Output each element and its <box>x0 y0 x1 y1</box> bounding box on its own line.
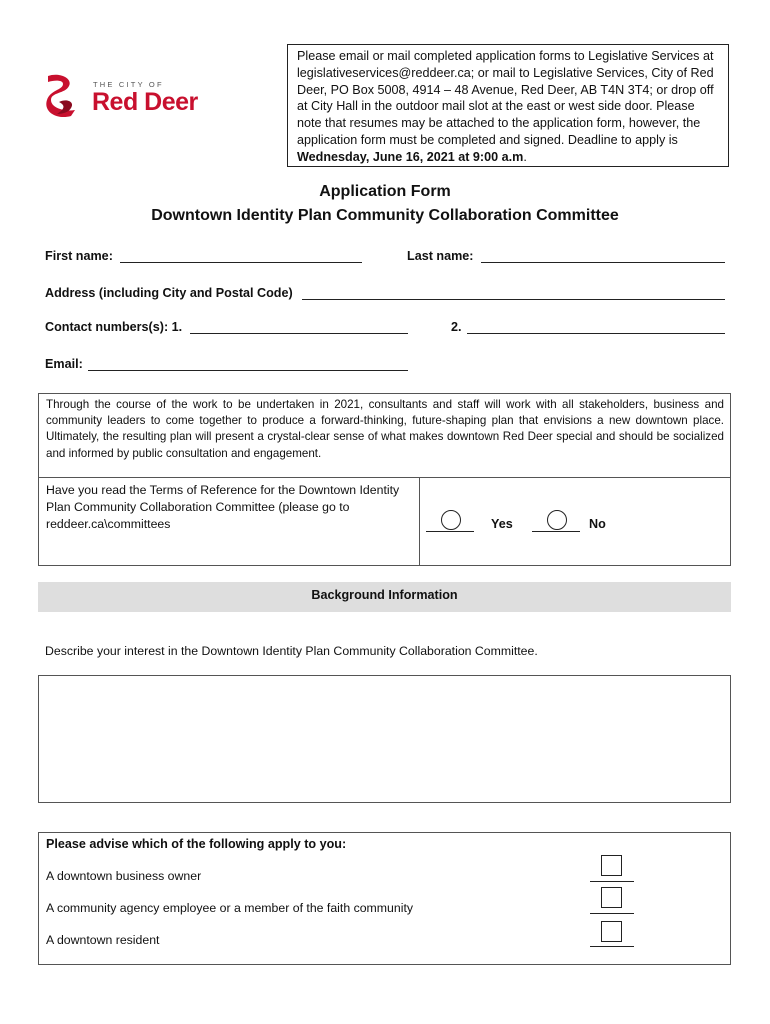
terms-divider <box>419 478 420 565</box>
yes-radio[interactable] <box>441 510 461 530</box>
first-name-label: First name: <box>45 249 113 263</box>
email-label: Email: <box>45 357 83 371</box>
notice-deadline: Wednesday, June 16, 2021 at 9:00 a.m <box>297 149 524 164</box>
checkbox-line <box>590 881 634 882</box>
background-heading-bar <box>38 582 731 612</box>
address-field[interactable] <box>302 299 725 300</box>
yes-line <box>426 531 474 532</box>
contact-field-2[interactable] <box>467 333 725 334</box>
contact-label: Contact numbers(s): 1. <box>45 320 183 334</box>
apply-option-label: A downtown resident <box>46 933 160 947</box>
apply-checkbox-agency-employee[interactable] <box>601 887 622 908</box>
no-label: No <box>589 517 606 531</box>
interest-prompt: Describe your interest in the Downtown Identity Plan Community Collaboration Committee. <box>45 644 538 658</box>
notice-end: . <box>523 149 527 164</box>
terms-box <box>38 477 731 566</box>
background-heading: Background Information <box>311 588 458 602</box>
checkbox-line <box>590 946 634 947</box>
yes-label: Yes <box>491 517 513 531</box>
logo-small-text: THE CITY OF <box>93 80 164 89</box>
checkbox-line <box>590 913 634 914</box>
apply-box <box>38 832 731 965</box>
no-line <box>532 531 580 532</box>
city-logo <box>45 72 220 122</box>
last-name-label: Last name: <box>407 249 474 263</box>
notice-text: Please email or mail completed application forms to Legislative Services at legislativeservices@reddeer.ca; or mail to Legislative Services, City of Red Deer, PO Box 5008, 4914 – 48 Avenue, Red Deer, AB T4N 3T4; or drop off at City Hall in the outdoor mail slot at the east or west side door. Please note that resumes may be attached to the application form, however, the application form must be completed and signed. Deadline to apply is <box>297 49 714 147</box>
intro-box <box>38 393 731 478</box>
apply-checkbox-business-owner[interactable] <box>601 855 622 876</box>
terms-question: Have you read the Terms of Reference for the Downtown Identity Plan Community Collaboration Committee (please go to reddeer.ca\committees <box>46 483 400 532</box>
interest-textarea[interactable] <box>38 675 731 803</box>
apply-heading: Please advise which of the following apply to you: <box>46 837 347 851</box>
apply-option-label: A downtown business owner <box>46 869 202 883</box>
address-label: Address (including City and Postal Code) <box>45 286 293 300</box>
first-name-field[interactable] <box>120 262 362 263</box>
form-subtitle: Downtown Identity Plan Community Collaboration Committee <box>151 207 619 224</box>
submission-notice <box>287 44 729 167</box>
logo-name: Red Deer <box>92 88 198 116</box>
last-name-field[interactable] <box>481 262 725 263</box>
email-field[interactable] <box>88 370 408 371</box>
contact-field-1[interactable] <box>190 333 408 334</box>
form-title: Application Form <box>319 183 451 200</box>
contact-2-label: 2. <box>451 320 462 334</box>
apply-checkbox-resident[interactable] <box>601 921 622 942</box>
intro-text: Through the course of the work to be undertaken in 2021, consultants and staff will work with all stakeholders, business and community leaders to come together to produce a forward-thinking, future-shaping plan that envisions a new downtown place. Ultimately, the resulting plan will present a crystal-clear sense of what makes downtown Red Deer special and should be socialized and informed by public consultation and engagement. <box>46 398 724 460</box>
apply-option-label: A community agency employee or a member of the faith community <box>46 901 414 915</box>
no-radio[interactable] <box>547 510 567 530</box>
